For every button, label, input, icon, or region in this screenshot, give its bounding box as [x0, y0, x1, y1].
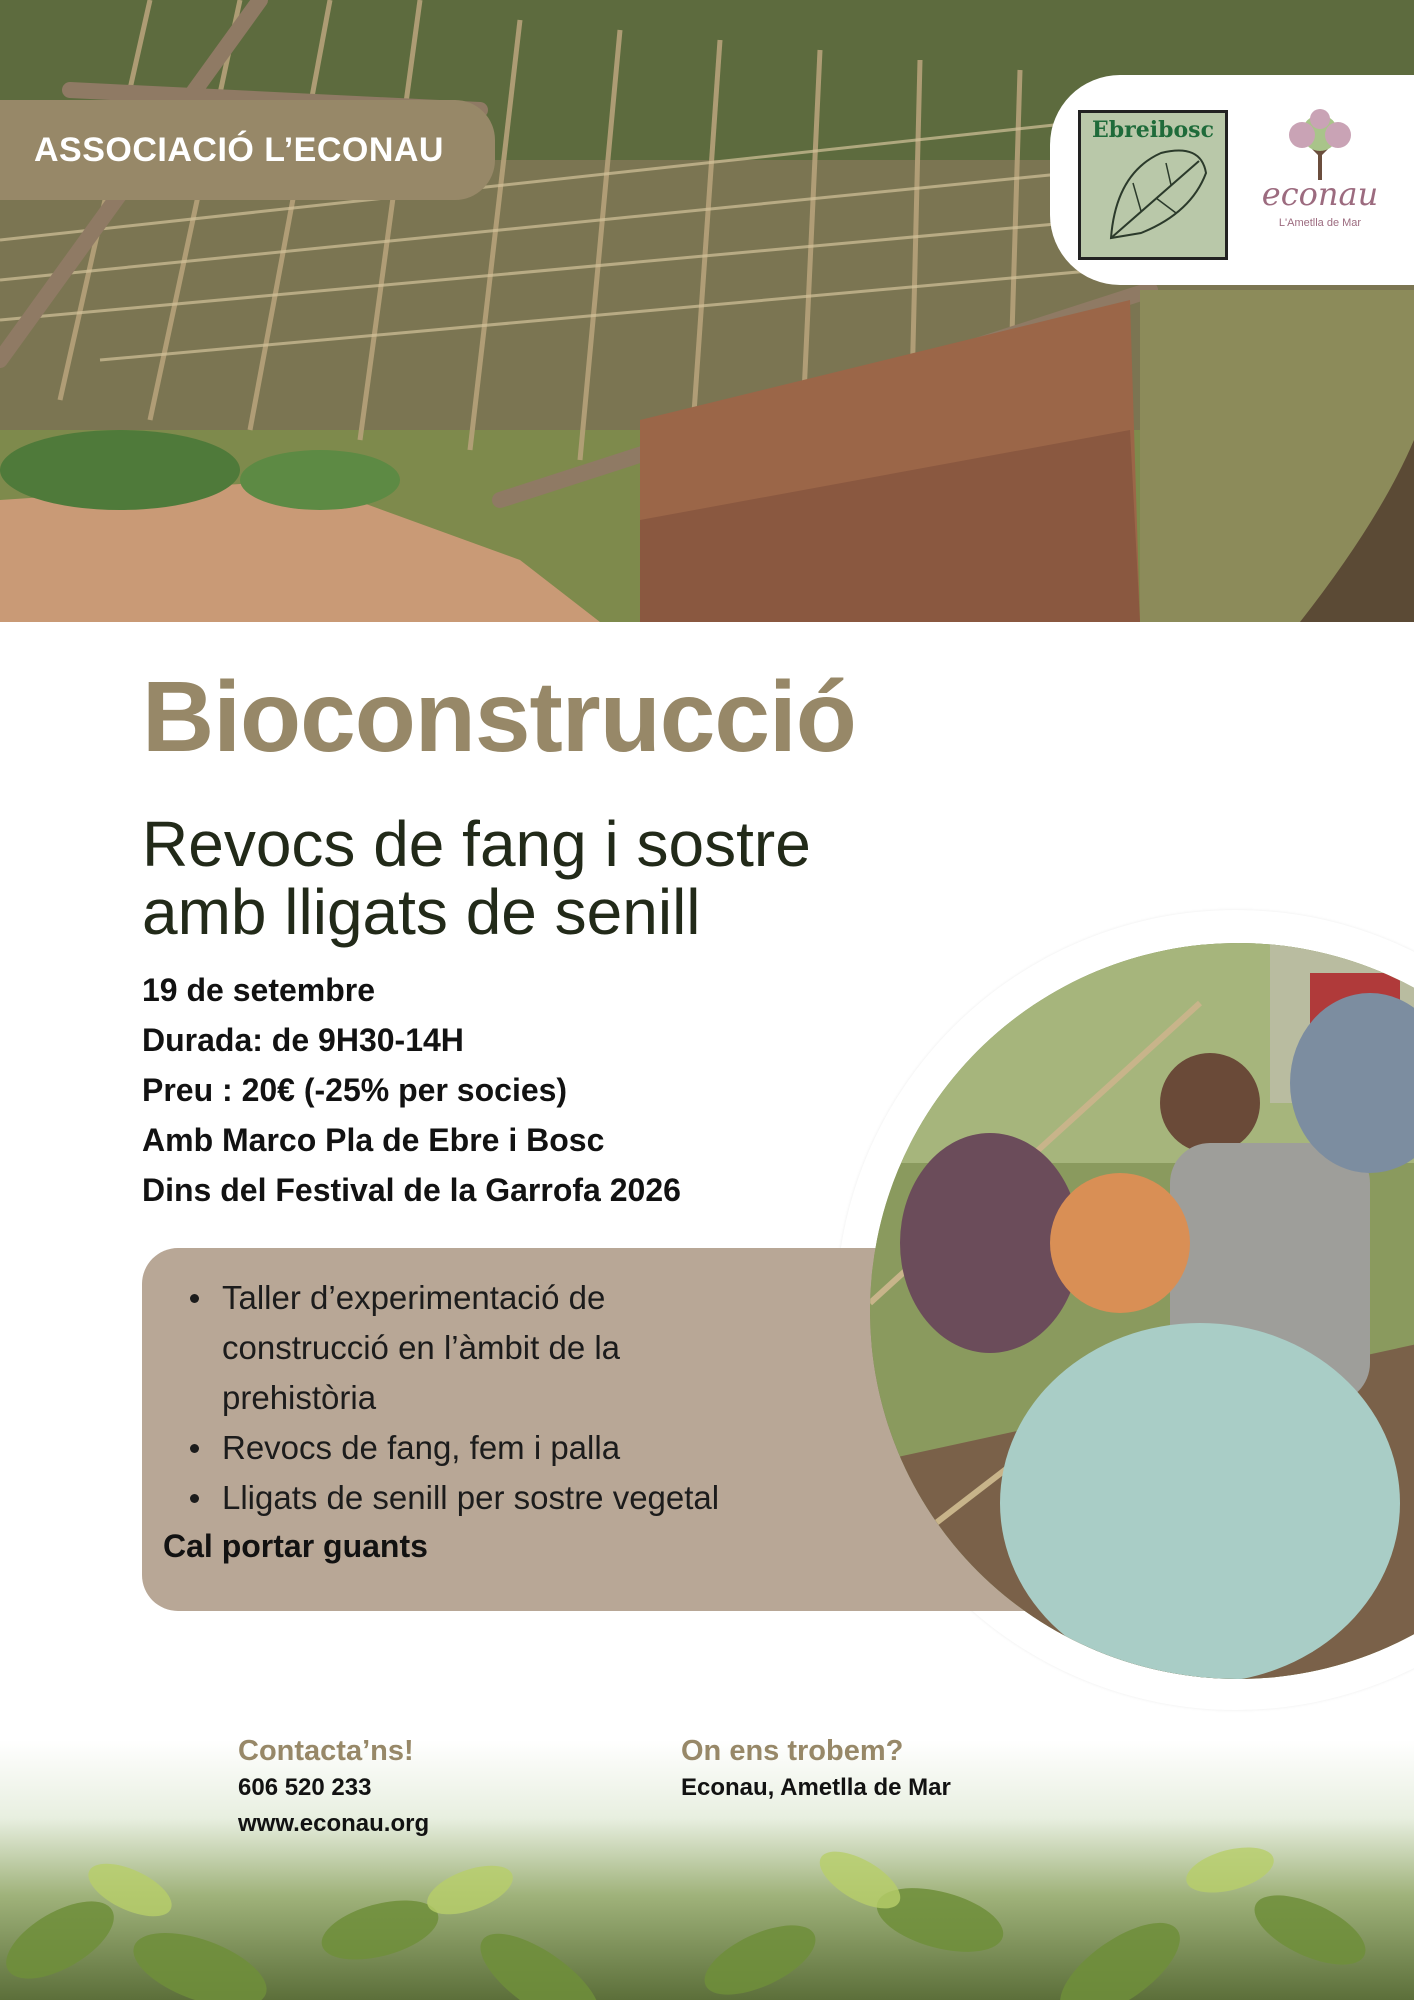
- tree-icon: [1240, 105, 1400, 185]
- event-date: 19 de setembre: [142, 972, 376, 1008]
- ebreibosc-logo-text: Ebreibosc: [1092, 117, 1214, 143]
- contact-block: [238, 1732, 429, 1842]
- ebreibosc-logo: [1078, 110, 1228, 260]
- location-text: Econau, Ametlla de Mar: [681, 1774, 951, 1801]
- event-festival: Dins del Festival de la Garrofa 2026: [142, 1172, 681, 1208]
- list-item: [222, 1273, 742, 1423]
- contact-website[interactable]: www.econau.org: [238, 1810, 430, 1837]
- list-item: [222, 1473, 822, 1523]
- gloves-note: Cal portar guants: [163, 1528, 428, 1564]
- bullet-icon: [190, 1444, 199, 1453]
- list-item-text: Taller d’experimentació de construcció en l’àmbit de la prehistòria: [222, 1279, 621, 1416]
- leaf-icon: [1081, 113, 1225, 257]
- page-title: Bioconstrucció: [142, 661, 856, 773]
- location-block: [681, 1732, 951, 1806]
- page-subtitle: [142, 810, 942, 946]
- contact-phone[interactable]: 606 520 233: [238, 1774, 372, 1801]
- list-item-text: Lligats de senill per sostre vegetal: [222, 1479, 720, 1516]
- event-price: Preu : 20€ (-25% per socies): [142, 1072, 568, 1108]
- association-badge: ASSOCIACIÓ L’ECONAU: [0, 100, 495, 200]
- bullet-icon: [190, 1494, 199, 1503]
- econau-logo: [1240, 105, 1400, 255]
- event-details: [142, 965, 681, 1215]
- location-title: On ens trobem?: [681, 1735, 904, 1767]
- list-item-text: Revocs de fang, fem i palla: [222, 1429, 621, 1466]
- econau-logo-text: econau: [1261, 175, 1379, 213]
- workshop-list: [222, 1273, 822, 1523]
- event-host: Amb Marco Pla de Ebre i Bosc: [142, 1122, 605, 1158]
- hero-photo: [0, 0, 1414, 622]
- contact-title: Contacta’ns!: [238, 1735, 414, 1767]
- subtitle-line-1: Revocs de fang i sostre: [142, 808, 811, 880]
- event-duration: Durada: de 9H30-14H: [142, 1022, 464, 1058]
- econau-logo-subtext: L'Ametlla de Mar: [1278, 217, 1362, 229]
- bullet-icon: [190, 1294, 199, 1303]
- list-item: [222, 1423, 822, 1473]
- partner-logos: [1050, 75, 1414, 285]
- subtitle-line-2: amb lligats de senill: [142, 876, 701, 948]
